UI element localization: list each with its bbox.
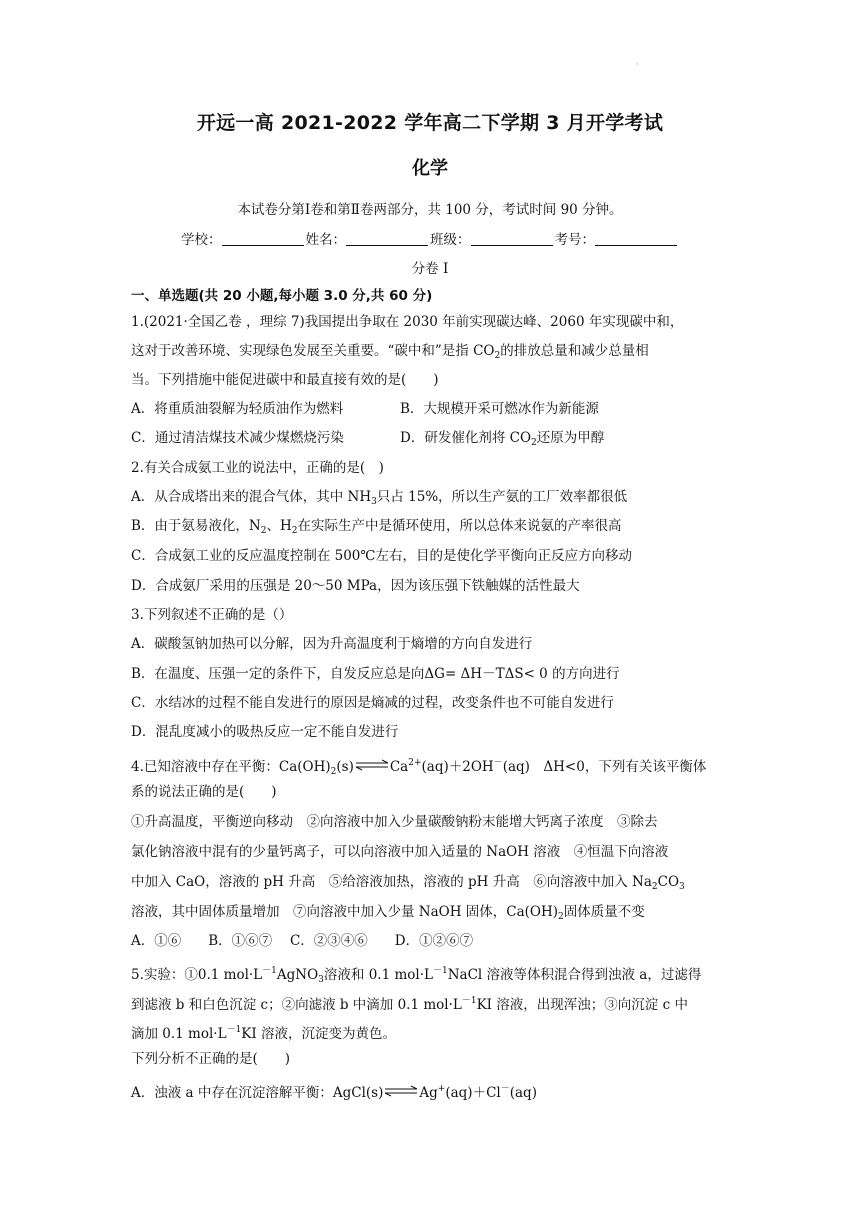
field-name-blank (346, 231, 428, 246)
part-label: 分卷 I (411, 261, 449, 277)
q1-line-1: 1.(2021·全国乙卷 ，理综 7)我国提出争取在 2030 年前实现碳达峰、2060 年实现碳中和， (131, 314, 684, 330)
q4-line-2: 系的说法正确的是( ) (131, 784, 277, 800)
section-heading: 一、单选题(共 20 小题,每小题 3.0 分,共 60 分) (131, 288, 433, 304)
equilibrium-arrow-icon (384, 1085, 418, 1097)
field-class-label: 班级： (430, 232, 471, 248)
q1-line-3: 当。下列措施中能促进碳中和最直接有效的是( ) (131, 372, 439, 388)
q3-option-d: D．混乱度减小的吸热反应一定不能自发进行 (131, 724, 399, 740)
q2-stem: 2.有关合成氨工业的说法中，正确的是( ) (131, 460, 384, 476)
q2-option-c: C．合成氨工业的反应温度控制在 500℃左右，目的是使化学平衡向正反应方向移动 (131, 548, 632, 564)
subject-title: 化学 (412, 158, 448, 179)
q4-options: A．①⑥ B．①⑥⑦ C．②③④⑥ D．①②⑥⑦ (131, 933, 474, 949)
q2-option-b: B．由于氨易液化，$N_2$、$H_2$在实际生产中是循环使用，所以总体来说氨的产率很高 (131, 518, 622, 536)
field-number-blank (595, 231, 677, 246)
exam-intro: 本试卷分第Ⅰ卷和第Ⅱ卷两部分，共 100 分，考试时间 90 分钟。 (237, 202, 623, 218)
field-school-blank (222, 231, 304, 246)
q3-option-c: C．水结冰的过程不能自发进行的原因是熵减的过程，改变条件也不可能自发进行 (131, 695, 614, 711)
q4-line-4: 氯化钠溶液中混有的少量钙离子，可以向溶液中加入适量的 NaOH 溶液 ④恒温下向溶液 (131, 844, 669, 860)
q2-option-d: D．合成氨厂采用的压强是 20～50 MPa，因为该压强下铁触媒的活性最大 (131, 578, 580, 594)
q5-line-4: 下列分析不正确的是( ) (131, 1051, 291, 1067)
q1-option-a: A．将重质油裂解为轻质油作为燃料 (131, 401, 344, 417)
q1-option-b: B．大规模开采可燃冰作为新能源 (400, 401, 599, 417)
q5-option-a: A．浊液 a 中存在沉淀溶解平衡：AgCl(s) Ag+(aq)＋Cl－(aq) (131, 1084, 537, 1101)
q5-line-1: 5.实验：①0.1 $mol\cdot L^{-1}AgNO_3$溶液和 0.1 $mol\cdot L^{-1}NaCl$ 溶液等体积混合得到浊液 a，过滤得 (131, 966, 702, 985)
q1-option-c: C．通过清洁煤技术减少煤燃烧污染 (131, 430, 344, 446)
student-info-fields (0, 228, 860, 248)
q4-line-6: 溶液，其中固体质量增加 ⑦向溶液中加入少量 NaOH 固体，$Ca(OH)_2$固体质量不变 (131, 904, 645, 922)
field-name-label: 姓名： (305, 232, 346, 248)
exam-title: 开远一高 2021-2022 学年高二下学期 3 月开学考试 (196, 112, 664, 134)
q5-line-2: 到滤液 b 和白色沉淀 c；②向滤液 b 中滴加 0.1 $mol\cdot L^{-1}KI$ 溶液，出现浑浊；③向沉淀 c 中 (131, 996, 688, 1013)
q4-line-3: ①升高温度，平衡逆向移动 ②向溶液中加入少量碳酸钠粉末能增大钙离子浓度 ③除去 (131, 814, 658, 830)
q3-stem: 3.下列叙述不正确的是（） (131, 607, 293, 623)
q2-option-a: A．从合成塔出来的混合气体，其中 $NH_3$只占 15%，所以生产氨的工厂效率都很低 (131, 489, 628, 507)
q4-line-1: 4.已知溶液中存在平衡：$Ca(OH)_2(s)$ $Ca^{2+}(aq)+2OH^-(aq)$ ΔH<0，下列有关该平衡体 (131, 758, 707, 777)
corner-dot: · (636, 60, 639, 69)
q3-option-b: B．在温度、压强一定的条件下，自发反应总是向ΔG= ΔH－TΔS< 0 的方向进行 (131, 666, 620, 682)
field-class-blank (471, 231, 553, 246)
q5-line-3: 滴加 0.1 $mol\cdot L^{-1}KI$ 溶液，沉淀变为黄色。 (131, 1025, 397, 1042)
q3-option-a: A．碳酸氢钠加热可以分解，因为升高温度利于熵增的方向自发进行 (131, 636, 533, 652)
q1-option-d: D．研发催化剂将 $CO_2$还原为甲醇 (400, 430, 605, 448)
q1-line-2: 这对于改善环境、实现绿色发展至关重要。“碳中和”是指 $CO_2$的排放总量和减少总量相 (131, 343, 649, 361)
q4-line-5: 中加入 CaO，溶液的 pH 升高 ⑤给溶液加热，溶液的 pH 升高 ⑥向溶液中加入 $Na_2CO_3$ (131, 874, 685, 892)
equilibrium-arrow-icon (355, 759, 389, 771)
field-number-label: 考号： (554, 232, 595, 248)
field-school-label: 学校： (181, 232, 222, 248)
